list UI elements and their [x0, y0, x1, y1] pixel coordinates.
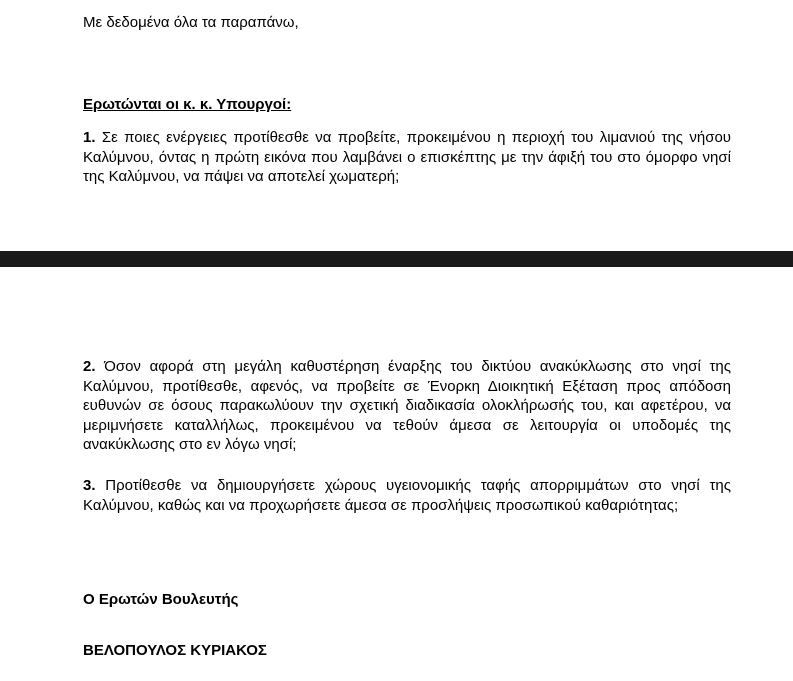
question-3-text: Προτίθεσθε να δημιουργήσετε χώρους υγειονομικής ταφής απορριμμάτων στο νησί της Καλύμνου, καθώς και να προχωρήσετε άμεσα σε προσλήψεις προσωπικού καθαριότητας; — [83, 477, 731, 514]
question-3-number: 3. — [83, 477, 96, 494]
questions-heading: Ερωτώνται οι κ. κ. Υπουργοί: — [83, 96, 292, 113]
question-2-text: Όσον αφορά στη μεγάλη καθυστέρηση έναρξης του δικτύου ανακύκλωσης στο νησί της Καλύμνου, προτίθεσθε, αφενός, να προβείτε σε Ένορκη Διοικητική Εξέταση προς απόδοση ευθυνών σε όσους παρακωλύουν την σχετική διαδικασία ολοκλήρωσής του, και αφετέρου, να μεριμνήσετε καταλλήλως, προκειμένου να τεθούν άμεσα σε λειτουργία οι υποδομές της ανακύκλωσης στο εν λόγω νησί; — [83, 358, 731, 453]
question-2-number: 2. — [83, 358, 96, 375]
question-1 — [83, 128, 731, 187]
page-divider — [0, 251, 793, 267]
question-3 — [83, 476, 731, 515]
signature-role: Ο Ερωτών Βουλευτής — [83, 591, 239, 608]
signature-name: ΒΕΛΟΠΟΥΛΟΣ ΚΥΡΙΑΚΟΣ — [83, 642, 267, 659]
question-2 — [83, 357, 731, 455]
intro-text: Με δεδομένα όλα τα παραπάνω, — [83, 14, 299, 31]
question-1-number: 1. — [83, 129, 96, 146]
question-1-text: Σε ποιες ενέργειες προτίθεσθε να προβείτε, προκειμένου η περιοχή του λιμανιού της νήσου Καλύμνου, όντας η πρώτη εικόνα που λαμβάνει ο επισκέπτης με την άφιξή του στο όμορφο νησί της Καλύμνου, να πάψει να αποτελεί χωματερή; — [83, 129, 731, 185]
